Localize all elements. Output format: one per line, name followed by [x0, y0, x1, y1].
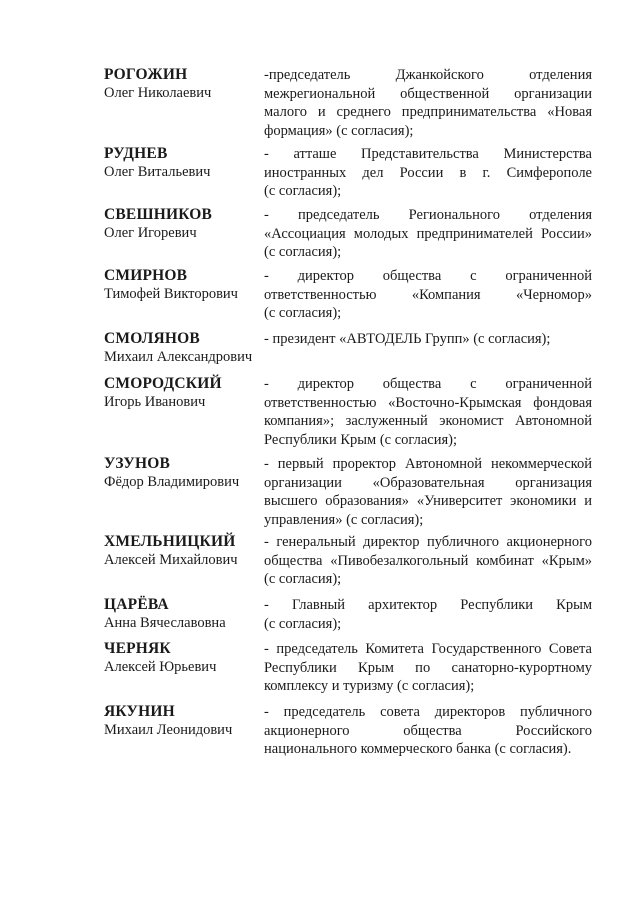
- position-line: иностранных дел России в г. Симферополе: [264, 164, 592, 181]
- position-line: формация» (с согласия);: [264, 122, 414, 139]
- position-line: ответственностью «Компания «Черномор»: [264, 286, 592, 303]
- position-line: национального коммерческого банка (с согласия).: [264, 741, 572, 757]
- position-line: (с согласия);: [264, 305, 342, 321]
- surname: ХМЕЛЬНИЦКИЙ: [104, 533, 236, 550]
- position-line: - директор общества с ограниченной: [264, 268, 592, 284]
- position-line: общества «Пивобезалкогольный комбинат «Крым»: [264, 552, 592, 569]
- position-line: малого и среднего предпринимательства «Новая: [264, 104, 592, 120]
- person-name: [104, 267, 264, 303]
- given-name: Олег Витальевич: [104, 164, 211, 180]
- position-line: - первый проректор Автономной некоммерческой: [264, 456, 592, 472]
- surname: СМИРНОВ: [104, 267, 188, 284]
- person-name: [104, 455, 264, 491]
- surname: ЧЕРНЯК: [104, 640, 171, 657]
- surname: РОГОЖИН: [104, 66, 188, 83]
- given-name: Фёдор Владимирович: [104, 474, 240, 490]
- person-name: [104, 66, 264, 102]
- given-name: Михаил Леонидович: [104, 722, 233, 738]
- position-line: ответственностью «Восточно-Крымская фондовая: [264, 394, 592, 411]
- position-description: [264, 375, 592, 449]
- position-line: -председатель Джанкойского отделения: [264, 67, 592, 83]
- given-name: Тимофей Викторович: [104, 286, 238, 302]
- position-line: организации «Образовательная организация: [264, 474, 592, 491]
- position-line: комплексу и туризму (с согласия);: [264, 678, 475, 694]
- position-line: компания»; заслуженный экономист Автономной: [264, 413, 592, 429]
- person-name: [104, 206, 264, 242]
- position-line: (с согласия);: [264, 615, 342, 632]
- position-line: Республики Крым по санаторно-курортному: [264, 659, 592, 676]
- position-description: [264, 596, 592, 633]
- position-line: управления» (с согласия);: [264, 511, 424, 528]
- position-line: - председатель совета директоров публичного: [264, 704, 592, 720]
- position-description: [264, 206, 592, 262]
- position-line: - директор общества с ограниченной: [264, 376, 592, 392]
- position-line: - атташе Представительства Министерства: [264, 146, 592, 162]
- position-line: «Ассоциация молодых предпринимателей России»: [264, 225, 592, 242]
- surname: СМОРОДСКИЙ: [104, 375, 222, 392]
- given-name: Алексей Юрьевич: [104, 659, 217, 675]
- person-name: [104, 145, 264, 181]
- given-name: Олег Игоревич: [104, 225, 197, 241]
- given-name: Алексей Михайлович: [104, 552, 238, 568]
- person-name: [104, 533, 264, 569]
- position-description: [264, 330, 592, 349]
- given-name: Игорь Иванович: [104, 394, 206, 410]
- surname: УЗУНОВ: [104, 455, 170, 472]
- position-description: [264, 703, 592, 759]
- person-name: [104, 640, 264, 676]
- person-name: [104, 375, 264, 411]
- position-line: - председатель Комитета Государственного Совета: [264, 641, 592, 657]
- surname: ЯКУНИН: [104, 703, 175, 720]
- surname: ЦАРЁВА: [104, 596, 169, 613]
- person-name: [104, 703, 264, 739]
- position-line: - президент «АВТОДЕЛЬ Групп» (с согласия);: [264, 331, 551, 347]
- position-description: [264, 145, 592, 201]
- position-line: (с согласия);: [264, 244, 342, 260]
- position-description: [264, 533, 592, 589]
- person-name: [104, 330, 264, 366]
- position-description: [264, 640, 592, 696]
- surname: СМОЛЯНОВ: [104, 330, 200, 347]
- position-line: высшего образования» «Университет экономики и: [264, 493, 592, 509]
- position-description: [264, 455, 592, 529]
- person-name: [104, 596, 264, 632]
- surname: СВЕШНИКОВ: [104, 206, 213, 223]
- position-line: межрегиональной общественной организации: [264, 85, 592, 102]
- position-line: (с согласия);: [264, 571, 342, 587]
- position-line: (с согласия);: [264, 183, 342, 199]
- position-description: [264, 267, 592, 323]
- position-line: акционерного общества Российского: [264, 722, 592, 739]
- position-line: - председатель Регионального отделения: [264, 207, 592, 223]
- given-name: Михаил Александрович: [104, 349, 253, 365]
- given-name: Олег Николаевич: [104, 85, 212, 101]
- surname: РУДНЕВ: [104, 145, 168, 162]
- given-name: Анна Вячеславовна: [104, 615, 226, 631]
- position-line: Республики Крым (с согласия);: [264, 431, 458, 448]
- position-description: [264, 66, 592, 140]
- position-line: - Главный архитектор Республики Крым: [264, 597, 592, 613]
- position-line: - генеральный директор публичного акционерного: [264, 534, 592, 550]
